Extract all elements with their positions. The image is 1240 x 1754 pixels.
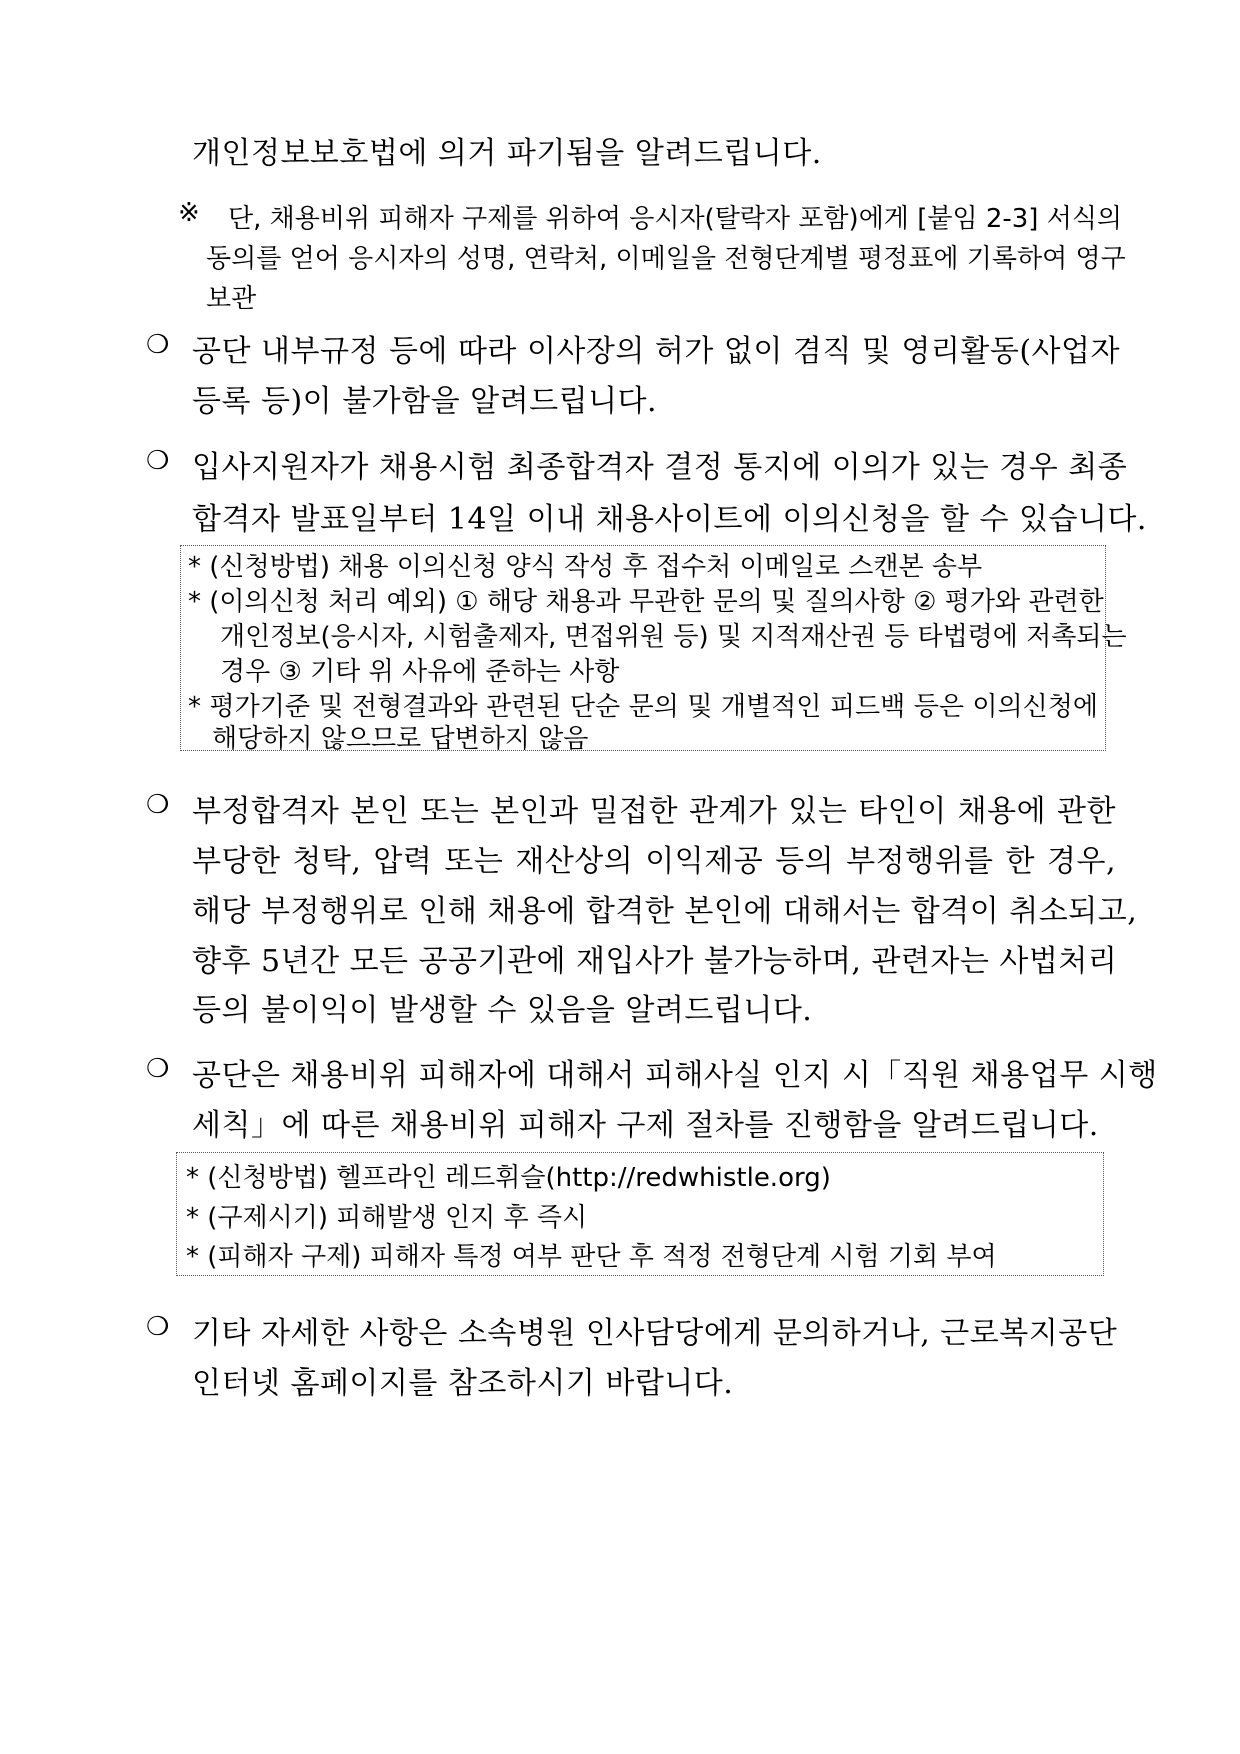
box2-line-1: * (신청방법) 헬프라인 레드휘슬(http://redwhistle.org) [186, 1163, 831, 1193]
note-mark: ※ [178, 198, 200, 228]
item3-line-5: 등의 불이익이 발생할 수 있음을 알려드립니다. [192, 993, 813, 1028]
item1-line-2: 등록 등)이 불가함을 알려드립니다. [192, 384, 658, 419]
box1-line-4: 경우 ③ 기타 위 사유에 준하는 사항 [220, 657, 620, 687]
item3-line-4: 향후 5년간 모든 공공기관에 재입사가 불가능하며, 관련자는 사법처리 [192, 944, 1118, 979]
item5-line-1: 기타 자세한 사항은 소속병원 인사담당에게 문의하거나, 근로복지공단 [192, 1316, 1118, 1351]
bullet-icon: ❍ [146, 1054, 170, 1084]
continuation-text: 개인정보보호법에 의거 파기됨을 알려드립니다. [192, 136, 822, 171]
item5-line-2: 인터넷 홈페이지를 참조하시기 바랍니다. [192, 1366, 734, 1401]
bullet-icon: ❍ [146, 790, 170, 820]
item4-line-2: 세칙」에 따른 채용비위 피해자 구제 절차를 진행함을 알려드립니다. [192, 1108, 1099, 1143]
box1-line-1: * (신청방법) 채용 이의신청 양식 작성 후 접수처 이메일로 스캔본 송부 [188, 552, 983, 582]
item3-line-1: 부정합격자 본인 또는 본인과 밀접한 관계가 있는 타인이 채용에 관한 [192, 794, 1116, 829]
item3-line-2: 부당한 청탁, 압력 또는 재산상의 이익제공 등의 부정행위를 한 경우, [192, 844, 1116, 879]
box1-line-5: * 평가기준 및 전형결과와 관련된 단순 문의 및 개별적인 피드백 등은 이의신청에 [188, 692, 1098, 722]
box2-line-2: * (구제시기) 피해발생 인지 후 즉시 [186, 1203, 588, 1233]
box1-line-6: 해당하지 않으므로 답변하지 않음 [212, 724, 589, 754]
box1-line-2: * (이의신청 처리 예외) ① 해당 채용과 무관한 문의 및 질의사항 ② 평가와 관련한 [188, 587, 1104, 617]
note-line-1: 단, 채용비위 피해자 구제를 위하여 응시자(탈락자 포함)에게 [붙임 2-3] 서식의 [228, 204, 1123, 234]
item4-line-1: 공단은 채용비위 피해자에 대해서 피해사실 인지 시「직원 채용업무 시행 [192, 1058, 1158, 1093]
note-line-2: 동의를 얻어 응시자의 성명, 연락처, 이메일을 전형단계별 평정표에 기록하여 영구 [206, 244, 1126, 274]
item2-line-2: 합격자 발표일부터 14일 이내 채용사이트에 이의신청을 할 수 있습니다. [192, 502, 1147, 537]
note-line-3: 보관 [206, 284, 257, 314]
item2-line-1: 입사지원자가 채용시험 최종합격자 결정 통지에 이의가 있는 경우 최종 [192, 450, 1128, 485]
item3-line-3: 해당 부정행위로 인해 채용에 합격한 본인에 대해서는 합격이 취소되고, [192, 894, 1138, 929]
bullet-icon: ❍ [146, 446, 170, 476]
item1-line-1: 공단 내부규정 등에 따라 이사장의 허가 없이 겸직 및 영리활동(사업자 [192, 334, 1120, 369]
box1-line-3: 개인정보(응시자, 시험출제자, 면접위원 등) 및 지적재산권 등 타법령에 저촉되는 [220, 622, 1127, 652]
bullet-icon: ❍ [146, 1312, 170, 1342]
box2-line-3: * (피해자 구제) 피해자 특정 여부 판단 후 적정 전형단계 시험 기회 부여 [186, 1242, 997, 1272]
bullet-icon: ❍ [146, 330, 170, 360]
